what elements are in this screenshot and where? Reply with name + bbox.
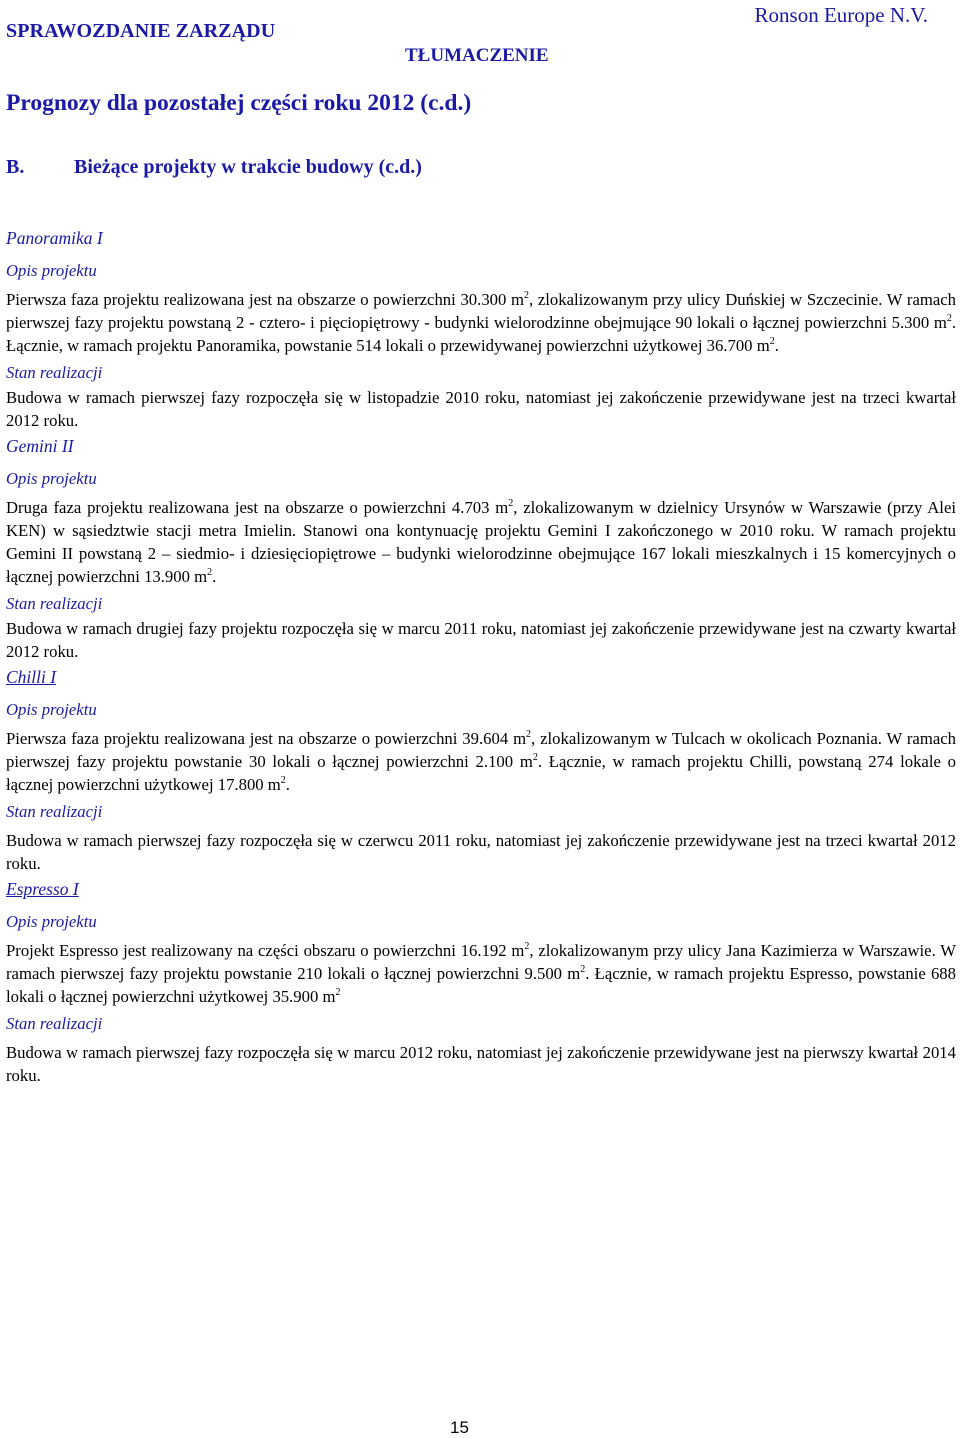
section-letter: B. bbox=[6, 156, 25, 178]
project-description: Pierwsza faza projektu realizowana jest na obszarze o powierzchni 39.604 $m^2$, zlokalizowanym w Tulcach w okolicach Poznania. W ramach pierwszej fazy projektu powstanie 30 lokali o łącznej powierzchni 2.100 $m^2$. Łącznie, w ramach projektu Chilli, powstaną 274 lokale o łącznej powierzchni użytkowej 17.800 $m^2$. bbox=[6, 729, 956, 794]
project-espresso bbox=[6, 875, 956, 1087]
project-status-heading: Stan realizacji bbox=[6, 594, 103, 613]
report-header-title: SPRAWOZDANIE ZARZĄDU bbox=[6, 20, 276, 42]
project-status-heading: Stan realizacji bbox=[6, 1014, 103, 1033]
project-title: Chilli I bbox=[6, 667, 57, 687]
project-title: Gemini II bbox=[6, 436, 74, 456]
project-status: Budowa w ramach pierwszej fazy rozpoczęła się w listopadzie 2010 roku, natomiast jej zakończenie przewidywane jest na trzeci kwartał 2012 roku. bbox=[6, 388, 956, 430]
project-description: Projekt Espresso jest realizowany na części obszaru o powierzchni 16.192 $m^2$, zlokalizowanym przy ulicy Jana Kazimierza w Warszawie. W ramach pierwszej fazy projektu powstanie 210 lokali o łącznej powierzchni 9.500 $m^2$. Łącznie, w ramach projektu Espresso, powstanie 688 lokali o łącznej powierzchni użytkowej 35.900 $m^2$ bbox=[6, 941, 956, 1006]
project-status: Budowa w ramach drugiej fazy projektu rozpoczęła się w marcu 2011 roku, natomiast jej zakończenie przewidywane jest na czwarty kwartał 2012 roku. bbox=[6, 619, 956, 661]
page-title: Prognozy dla pozostałej części roku 2012 (c.d.) bbox=[6, 90, 472, 116]
page-number: 15 bbox=[450, 1418, 469, 1437]
project-title: Espresso I bbox=[6, 879, 79, 899]
project-gemini bbox=[6, 432, 956, 663]
project-description-heading: Opis projektu bbox=[6, 261, 97, 280]
project-description: Druga faza projektu realizowana jest na obszarze o powierzchni 4.703 $m^2$, zlokalizowanym w dzielnicy Ursynów w Warszawie (przy Alei KEN) w sąsiedztwie stacji metra Imielin. Stanowi ona kontynuację projektu Gemini I zakończonego w 2010 roku. W ramach projektu Gemini II powstaną 2 – siedmio- i dziesięciopiętrowe – budynki wielorodzinne obejmujące 167 lokali mieszkalnych i 15 komercyjnych o łącznej powierzchni 13.900 $m^2$. bbox=[6, 498, 956, 586]
project-status-heading: Stan realizacji bbox=[6, 363, 103, 382]
company-name: Ronson Europe N.V. bbox=[754, 3, 928, 27]
project-description-heading: Opis projektu bbox=[6, 700, 97, 719]
project-panoramika bbox=[6, 224, 956, 432]
project-chilli bbox=[6, 663, 956, 875]
project-title: Panoramika I bbox=[6, 228, 103, 248]
section-text: Bieżące projekty w trakcie budowy (c.d.) bbox=[74, 156, 422, 178]
section-heading bbox=[6, 156, 422, 179]
document-body bbox=[6, 224, 956, 1087]
project-description-heading: Opis projektu bbox=[6, 912, 97, 931]
project-status: Budowa w ramach pierwszej fazy rozpoczęła się w marcu 2012 roku, natomiast jej zakończenie przewidywane jest na pierwszy kwartał 2014 roku. bbox=[6, 1043, 956, 1085]
project-status-heading: Stan realizacji bbox=[6, 802, 103, 821]
translation-label: TŁUMACZENIE bbox=[405, 45, 549, 66]
project-description: Pierwsza faza projektu realizowana jest na obszarze o powierzchni 30.300 $m^2$, zlokalizowanym przy ulicy Duńskiej w Szczecinie. W ramach pierwszej fazy projektu powstaną 2 - cztero- i pięciopiętrowy - budynki wielorodzinne obejmujące 90 lokali o łącznej powierzchni 5.300 $m^2$. Łącznie, w ramach projektu Panoramika, powstanie 514 lokali o przewidywanej powierzchni użytkowej 36.700 $m^2$. bbox=[6, 290, 956, 355]
project-status: Budowa w ramach pierwszej fazy rozpoczęła się w czerwcu 2011 roku, natomiast jej zakończenie przewidywane jest na trzeci kwartał 2012 roku. bbox=[6, 831, 956, 873]
project-description-heading: Opis projektu bbox=[6, 469, 97, 488]
